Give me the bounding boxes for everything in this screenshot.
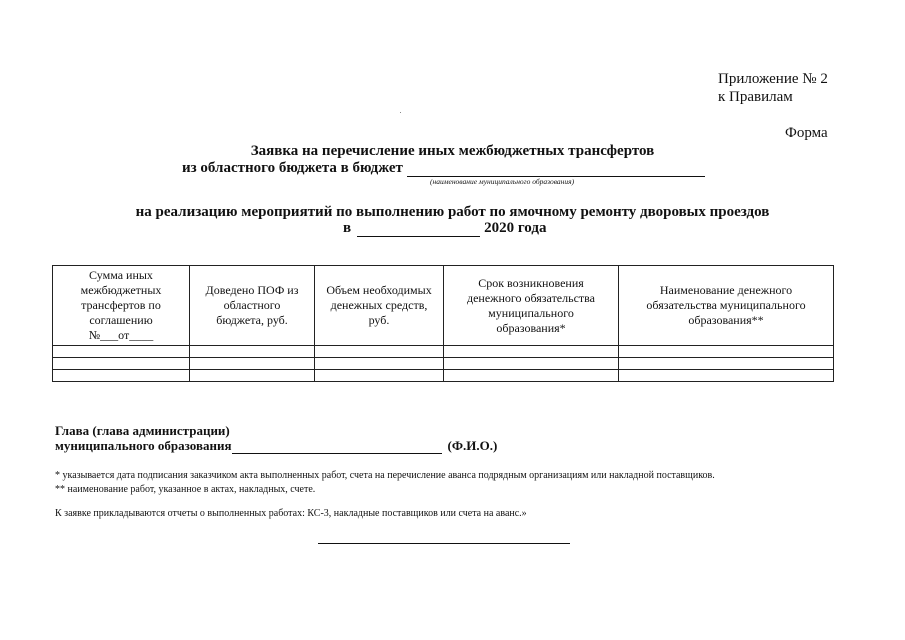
header-agreement-sum: Сумма иных межбюджетных трансфертов по соглашению №___от____ — [53, 266, 190, 346]
budget-line — [182, 160, 705, 177]
table-header-row — [53, 266, 834, 346]
footnote-1: * указывается дата подписания заказчиком акта выполненных работ, счета на перечисление аванса подрядным организациям или накладной поставщиков. — [55, 470, 715, 481]
table-cell[interactable] — [444, 370, 619, 382]
form-label: Форма — [785, 125, 828, 141]
signature-label: муниципального образования — [55, 438, 232, 453]
table-cell[interactable] — [315, 370, 444, 382]
budget-line-label: из областного бюджета в бюджет — [182, 160, 403, 176]
appendix-label — [718, 70, 828, 106]
table-cell[interactable] — [190, 346, 315, 358]
appendix-number: Приложение № 2 — [718, 71, 828, 87]
closing-rule-line — [318, 543, 570, 544]
table-cell[interactable] — [53, 370, 190, 382]
table-cell[interactable] — [619, 370, 834, 382]
period-line — [343, 220, 546, 237]
table-cell[interactable] — [315, 358, 444, 370]
header-obligation-name: Наименование денежного обязательства муниципального образования** — [619, 266, 834, 346]
table-cell[interactable] — [315, 346, 444, 358]
document-title: Заявка на перечисление иных межбюджетных трансфертов — [250, 143, 655, 159]
period-suffix: 2020 года — [484, 220, 547, 236]
period-blank-line — [357, 222, 480, 237]
table-cell[interactable] — [53, 358, 190, 370]
table-row — [53, 370, 834, 382]
table-row — [53, 358, 834, 370]
header-obligation-date: Срок возникновения денежного обязательства муниципального образования* — [444, 266, 619, 346]
scan-speck — [400, 112, 401, 113]
table-cell[interactable] — [53, 346, 190, 358]
table-cell[interactable] — [190, 370, 315, 382]
municipality-blank-line — [407, 162, 705, 177]
table-cell[interactable] — [619, 358, 834, 370]
table-row — [53, 346, 834, 358]
footnote-2: ** наименование работ, указанное в актах, накладных, счете. — [55, 484, 316, 495]
signature-fio: (Ф.И.О.) — [447, 438, 498, 453]
header-required-funds: Объем необходимых денежных средств, руб. — [315, 266, 444, 346]
purpose-line: на реализацию мероприятий по выполнению работ по ямочному ремонту дворовых проездов — [135, 204, 770, 220]
table-cell[interactable] — [619, 346, 834, 358]
signature-title: Глава (глава администрации) — [55, 423, 230, 438]
table-cell[interactable] — [190, 358, 315, 370]
appendix-rules: к Правилам — [718, 89, 793, 105]
signature-line — [55, 438, 497, 454]
period-prefix: в — [343, 220, 352, 236]
attachment-note: К заявке прикладываются отчеты о выполненных работах: КС-3, накладные поставщиков или счета на аванс.» — [55, 508, 527, 519]
transfer-table — [52, 265, 834, 382]
signature-blank-line — [232, 440, 442, 454]
municipality-caption: (наименование муниципального образования) — [430, 177, 575, 186]
table-cell[interactable] — [444, 358, 619, 370]
header-pof-delivered: Доведено ПОФ из областного бюджета, руб. — [190, 266, 315, 346]
table-cell[interactable] — [444, 346, 619, 358]
